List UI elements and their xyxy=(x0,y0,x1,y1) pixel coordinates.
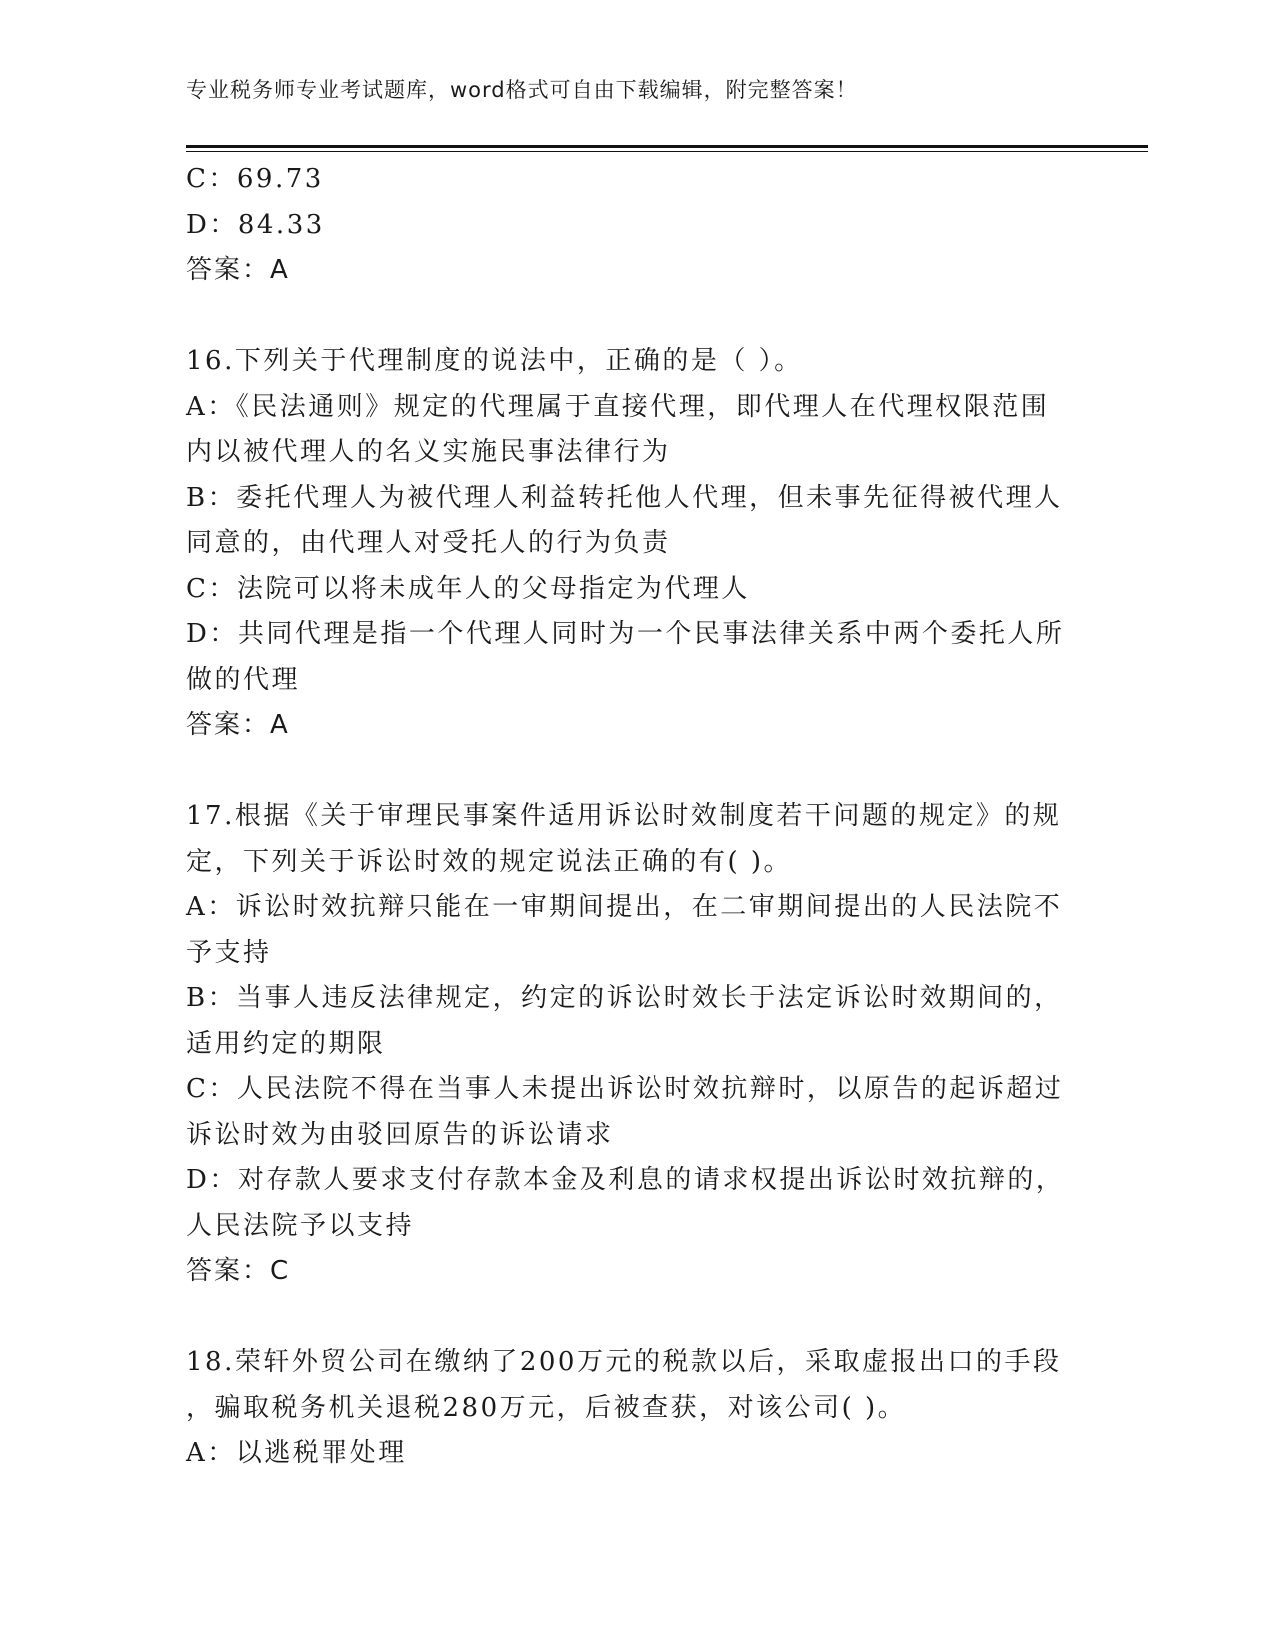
option-line: 同意的，由代理人对受托人的行为负责 xyxy=(186,528,671,558)
option-line: D：共同代理是指一个代理人同时为一个民事法律关系中两个委托人所 xyxy=(186,619,1065,649)
paragraph-gap xyxy=(186,1295,1086,1341)
question-stem: 17.根据《关于审理民事案件适用诉讼时效制度若干问题的规定》的规 xyxy=(186,801,1062,831)
option-line: A：诉讼时效抗辩只能在一审期间提出，在二审期间提出的人民法院不 xyxy=(186,892,1063,922)
header-rule-thin xyxy=(186,151,1148,152)
option-line: 适用约定的期限 xyxy=(186,1028,386,1059)
option-line: D：对存款人要求支付存款本金及利息的请求权提出诉讼时效抗辩的， xyxy=(186,1165,1065,1195)
option-line: B：委托代理人为被代理人利益转托他人代理，但未事先征得被代理人 xyxy=(186,482,1063,513)
paragraph-gap xyxy=(186,294,1086,340)
page-header: 专业税务师专业考试题库，word格式可自由下载编辑，附完整答案！ xyxy=(186,78,858,102)
option-line: A：《民法通则》规定的代理属于直接代理，即代理人在代理权限范围 xyxy=(186,391,1050,422)
document-body xyxy=(186,157,1086,1477)
option-line: 做的代理 xyxy=(186,664,301,695)
option-line: 内以被代理人的名义实施民事法律行为 xyxy=(186,437,671,467)
question-stem: ，骗取税务机关退税280万元，后被查获，对该公司( )。 xyxy=(186,1392,907,1423)
option-line: C：法院可以将未成年人的父母指定为代理人 xyxy=(186,573,750,604)
question-stem: 16.下列关于代理制度的说法中，正确的是（ ）。 xyxy=(186,346,803,376)
option-line: 予支持 xyxy=(186,937,272,968)
answer-line: 答案：A xyxy=(186,710,290,740)
question-stem: 定，下列关于诉讼时效的规定说法正确的有( )。 xyxy=(186,846,793,877)
paragraph-gap xyxy=(186,749,1086,795)
answer-line: 答案：C xyxy=(186,1256,291,1286)
question-stem: 18.荣轩外贸公司在缴纳了200万元的税款以后，采取虚报出口的手段 xyxy=(186,1347,1062,1377)
option-line: 人民法院予以支持 xyxy=(186,1210,415,1241)
option-line: C：人民法院不得在当事人未提出诉讼时效抗辩时，以原告的起诉超过 xyxy=(186,1074,1064,1104)
answer-line: 答案：A xyxy=(186,255,290,285)
option-line: 诉讼时效为由驳回原告的诉讼请求 xyxy=(186,1119,614,1150)
option-line: A：以逃税罪处理 xyxy=(186,1438,407,1468)
option-line: D：84.33 xyxy=(186,209,325,240)
header-rule-thick xyxy=(186,145,1148,148)
option-line: B：当事人违反法律规定，约定的诉讼时效长于法定诉讼时效期间的， xyxy=(186,983,1063,1013)
option-line: C：69.73 xyxy=(186,164,324,194)
